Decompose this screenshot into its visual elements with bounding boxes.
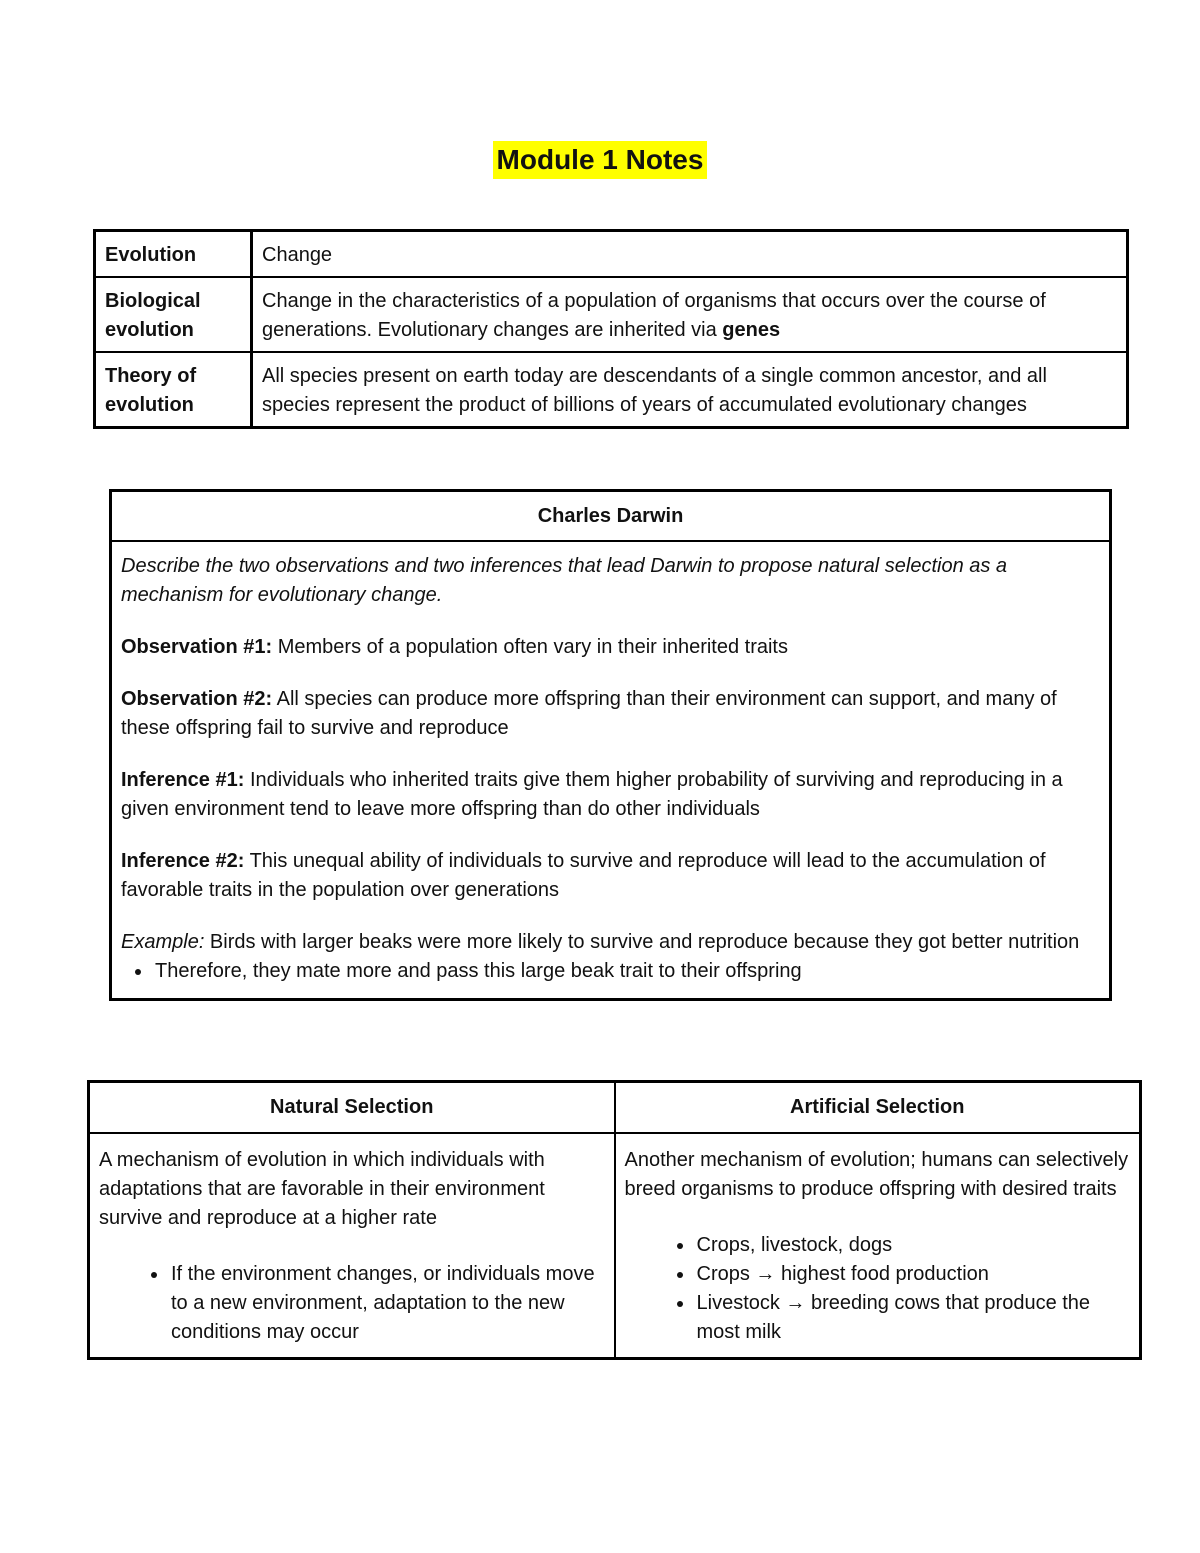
table-row	[95, 277, 1128, 352]
inference-2	[121, 847, 1100, 905]
item-text: Individuals who inherited traits give them higher probability of surviving and reproducing in a given environment tend to leave more offspring than do other individuals	[121, 769, 1063, 820]
natural-selection-cell	[89, 1133, 615, 1359]
definitions-table	[93, 229, 1129, 429]
term-cell: Biological evolution	[95, 277, 252, 352]
inference-1	[121, 766, 1100, 824]
item-label: Observation #1:	[121, 636, 273, 658]
term-cell: Evolution	[95, 231, 252, 278]
list-item: • Therefore, they mate more and pass this large beak trait to their offspring	[153, 957, 1100, 986]
darwin-prompt: Describe the two observations and two inferences that lead Darwin to propose natural selection as a mechanism for evolutionary change.	[121, 555, 1008, 606]
darwin-header: Charles Darwin	[111, 491, 1111, 542]
item-text: Members of a population often vary in their inherited traits	[272, 636, 788, 658]
artificial-selection-bullets	[625, 1231, 1131, 1347]
natural-selection-text: A mechanism of evolution in which individuals with adaptations that are favorable in their environment survive and reproduce at a higher rate	[99, 1149, 545, 1229]
artificial-selection-cell	[615, 1133, 1141, 1359]
observation-1	[121, 633, 1100, 662]
definition-cell	[252, 277, 1128, 352]
title-wrapper	[0, 141, 1200, 179]
example-bullet-list	[121, 957, 1100, 986]
table-row	[89, 1133, 1141, 1359]
list-item: • Livestock → breeding cows that produce the most milk	[695, 1289, 1131, 1347]
table-header-row	[111, 491, 1111, 542]
darwin-content	[111, 541, 1111, 1000]
table-row	[95, 352, 1128, 428]
item-text: All species can produce more offspring than their environment can support, and many of these offspring fail to survive and reproduce	[121, 688, 1057, 739]
term-cell: Theory of evolution	[95, 352, 252, 428]
table-row	[95, 231, 1128, 278]
example-text: Birds with larger beaks were more likely to survive and reproduce because they got better nutrition	[204, 931, 1080, 953]
definition-text: Change in the characteristics of a population of organisms that occurs over the course of generations. Evolutionary changes are inherited via	[262, 290, 1046, 341]
definition-cell: All species present on earth today are descendants of a single common ancestor, and all species represent the product of billions of years of accumulated evolutionary changes	[252, 352, 1128, 428]
example-label: Example:	[121, 931, 205, 953]
observation-2	[121, 685, 1100, 743]
artificial-selection-header: Artificial Selection	[615, 1082, 1141, 1134]
item-label: Inference #1:	[121, 769, 245, 791]
natural-selection-bullets	[99, 1260, 605, 1347]
natural-selection-header: Natural Selection	[89, 1082, 615, 1134]
list-item: • Crops, livestock, dogs	[695, 1231, 1131, 1260]
list-item: • If the environment changes, or individuals move to a new environment, adaptation to the new conditions may occur	[169, 1260, 605, 1347]
definition-bold-term: genes	[722, 319, 781, 341]
list-item: • Crops → highest food production	[695, 1260, 1131, 1289]
item-text: This unequal ability of individuals to survive and reproduce will lead to the accumulation of favorable traits in the population over generations	[121, 850, 1046, 901]
page-title: Module 1 Notes	[493, 141, 708, 179]
example	[121, 928, 1100, 957]
artificial-selection-text: Another mechanism of evolution; humans can selectively breed organisms to produce offspring with desired traits	[624, 1149, 1129, 1200]
table-header-row	[89, 1082, 1141, 1134]
darwin-table	[109, 489, 1112, 1001]
selection-table	[87, 1080, 1142, 1360]
table-row	[111, 541, 1111, 1000]
item-label: Inference #2:	[121, 850, 245, 872]
item-label: Observation #2:	[121, 688, 273, 710]
definition-cell: Change	[252, 231, 1128, 278]
